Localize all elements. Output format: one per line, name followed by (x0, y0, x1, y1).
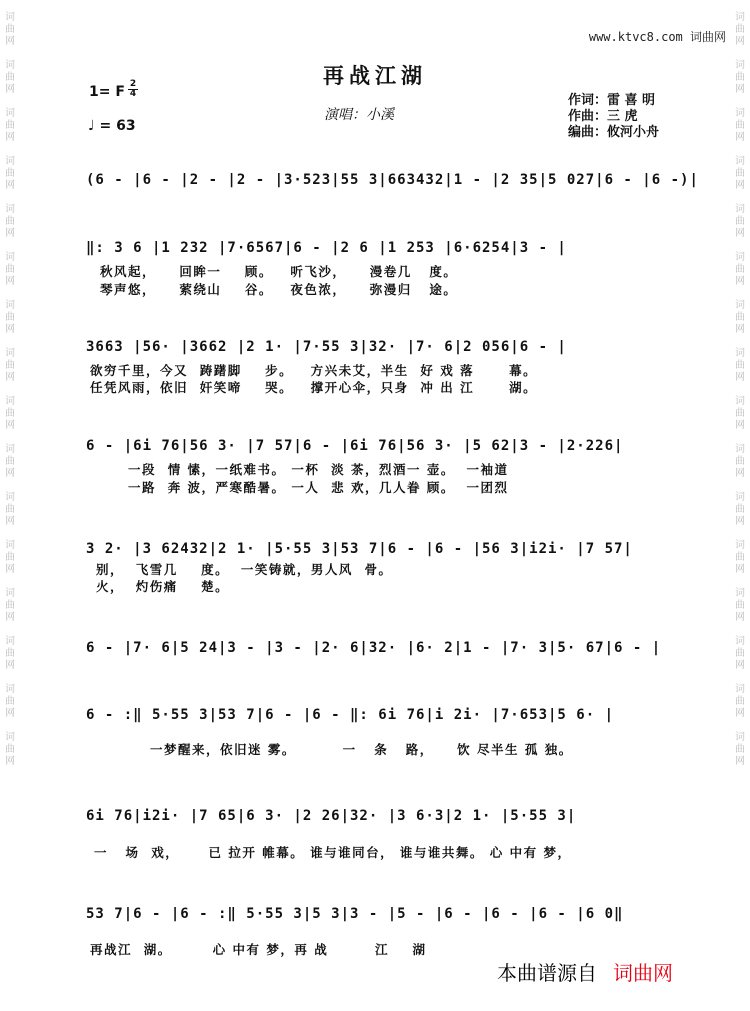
watermark-group (5, 252, 15, 288)
watermark-char: 曲 (5, 216, 15, 227)
lyrics-line-8: 一 场 戏， 已 拉开 帷幕。 谁与谁同台， 谁与谁共舞。 心 中有 梦， (94, 845, 572, 860)
watermark-char: 曲 (735, 696, 745, 707)
watermark-char: 词 (5, 204, 15, 215)
watermark-group (735, 732, 745, 768)
watermark-char: 词 (5, 252, 15, 263)
watermark-group (735, 12, 745, 48)
watermark-char: 曲 (735, 120, 745, 131)
footer-source[interactable] (497, 957, 673, 986)
watermark-char: 曲 (5, 264, 15, 275)
watermark-char: 网 (5, 420, 15, 431)
watermark-char: 词 (735, 732, 745, 743)
watermark-char: 词 (735, 636, 745, 647)
watermark-char: 曲 (5, 72, 15, 83)
watermark-char: 网 (735, 564, 745, 575)
watermark-char: 词 (735, 492, 745, 503)
watermark-char: 曲 (5, 408, 15, 419)
watermark-char: 曲 (735, 168, 745, 179)
watermark-char: 曲 (735, 408, 745, 419)
watermark-group (5, 444, 15, 480)
watermark-char: 曲 (735, 264, 745, 275)
watermark-group (735, 636, 745, 672)
watermark-char: 词 (5, 684, 15, 695)
watermark-char: 词 (735, 348, 745, 359)
watermark-char: 词 (5, 108, 15, 119)
watermark-char: 网 (5, 756, 15, 767)
watermark-group (735, 444, 745, 480)
watermark-char: 网 (5, 180, 15, 191)
watermark-group (735, 156, 745, 192)
watermark-char: 词 (735, 108, 745, 119)
watermark-char: 网 (735, 420, 745, 431)
watermark-char: 网 (735, 324, 745, 335)
watermark-char: 词 (5, 444, 15, 455)
site-url[interactable]: www.ktvc8.com 词曲网 (588, 30, 726, 44)
composer-credit: 作曲：三 虎 (568, 109, 638, 124)
watermark-char: 曲 (735, 72, 745, 83)
watermark-group (735, 396, 745, 432)
watermark-char: 词 (5, 156, 15, 167)
lyrics-line-5-verse-2: 火， 灼伤痛 楚。 (96, 579, 230, 594)
watermark-char: 词 (5, 588, 15, 599)
watermark-group (5, 492, 15, 528)
watermark-group (735, 348, 745, 384)
score-line-2: ‖: 3 6 |1 232 |7·6567|6 - |2 6 |1 253 |6·6254|3 - | (86, 240, 567, 256)
watermark-char: 词 (5, 396, 15, 407)
watermark-char: 词 (735, 156, 745, 167)
score-line-6: 6 - |7· 6|5 24|3 - |3 - |2· 6|32· |6· 2|1 - |7· 3|5· 67|6 - | (86, 640, 662, 656)
lyrics-line-2-verse-2: 琴声悠， 萦绕山 谷。 夜色浓， 弥漫归 途。 (100, 282, 458, 297)
watermark-char: 词 (735, 12, 745, 23)
watermark-group (5, 108, 15, 144)
watermark-char: 曲 (5, 552, 15, 563)
song-title: 再战江湖 (323, 64, 427, 88)
watermark-char: 词 (735, 252, 745, 263)
score-line-7: 6 - :‖ 5·55 3|53 7|6 - |6 - ‖: 6i 76|i 2i· |7·653|5 6· | (86, 707, 615, 723)
watermark-group (5, 540, 15, 576)
watermark-group (5, 12, 15, 48)
watermark-char: 曲 (735, 504, 745, 515)
watermark-char: 曲 (5, 600, 15, 611)
watermark-group (5, 204, 15, 240)
watermark-char: 曲 (735, 24, 745, 35)
lyrics-line-4-verse-1: 一段 情 愫，一纸难书。 一杯 淡 茶，烈酒一 壶。 一袖道 (128, 462, 509, 477)
watermark-char: 网 (735, 372, 745, 383)
watermark-group (735, 684, 745, 720)
watermark-char: 词 (735, 684, 745, 695)
watermark-char: 网 (735, 228, 745, 239)
watermark-group (5, 684, 15, 720)
watermark-char: 词 (735, 588, 745, 599)
watermark-group (735, 108, 745, 144)
watermark-char: 曲 (5, 648, 15, 659)
watermark-char: 网 (5, 276, 15, 287)
watermark-char: 网 (5, 36, 15, 47)
score-line-5: 3 2· |3 62432|2 1· |5·55 3|53 7|6 - |6 - |56 3|i2i· |7 57| (86, 541, 633, 557)
watermark-char: 网 (5, 84, 15, 95)
time-signature-bottom: 4 (129, 89, 137, 99)
watermark-char: 网 (735, 708, 745, 719)
arranger-credit: 编曲：攸河小舟 (568, 125, 660, 140)
lyricist-credit: 作词：雷 喜 明 (568, 93, 656, 108)
watermark-char: 词 (735, 444, 745, 455)
watermark-char: 词 (5, 348, 15, 359)
watermark-char: 曲 (5, 696, 15, 707)
watermark-char: 曲 (735, 456, 745, 467)
watermark-char: 曲 (5, 744, 15, 755)
watermark-group (5, 636, 15, 672)
watermark-char: 网 (735, 612, 745, 623)
key-signature: 1= F (89, 84, 125, 100)
lyrics-line-5-verse-1: 别， 飞雪几 度。 一笑铸就，男人风 骨。 (96, 562, 393, 577)
watermark-group (735, 252, 745, 288)
time-signature-top: 2 (129, 79, 137, 89)
watermark-char: 网 (5, 708, 15, 719)
credits (568, 93, 659, 141)
watermark-char: 曲 (5, 312, 15, 323)
watermark-group (735, 300, 745, 336)
score-line-1: (6 - |6 - |2 - |2 - |3·523|55 3|663432|1 - |2 35|5 027|6 - |6 -)| (86, 172, 699, 188)
watermark-char: 曲 (735, 600, 745, 611)
watermark-column-right (732, 0, 748, 1011)
watermark-char: 网 (5, 324, 15, 335)
watermark-group (735, 540, 745, 576)
singer-line: 演唱：小溪 (324, 107, 394, 123)
watermark-char: 词 (5, 732, 15, 743)
watermark-char: 网 (5, 516, 15, 527)
watermark-char: 词 (735, 60, 745, 71)
watermark-char: 网 (5, 372, 15, 383)
watermark-char: 词 (5, 300, 15, 311)
watermark-char: 曲 (5, 504, 15, 515)
watermark-char: 曲 (735, 216, 745, 227)
watermark-char: 网 (735, 468, 745, 479)
score-line-8: 6i 76|i2i· |7 65|6 3· |2 26|32· |3 6·3|2 1· |5·55 3| (86, 808, 577, 824)
lyrics-line-4-verse-2: 一路 奔 波，严寒酷暑。 一人 悲 欢，几人眷 顾。 一团烈 (128, 480, 509, 495)
watermark-char: 网 (5, 660, 15, 671)
watermark-char: 网 (735, 516, 745, 527)
footer-brand: 词曲网 (613, 961, 673, 985)
watermark-char: 曲 (5, 120, 15, 131)
watermark-char: 词 (735, 204, 745, 215)
watermark-char: 网 (735, 756, 745, 767)
watermark-group (5, 588, 15, 624)
watermark-group (5, 732, 15, 768)
watermark-group (5, 348, 15, 384)
tempo-marking: ♩ = 63 (88, 118, 136, 134)
watermark-char: 词 (5, 60, 15, 71)
watermark-char: 网 (5, 564, 15, 575)
watermark-char: 网 (735, 660, 745, 671)
watermark-char: 网 (735, 276, 745, 287)
watermark-char: 网 (735, 84, 745, 95)
watermark-group (5, 156, 15, 192)
watermark-char: 网 (5, 228, 15, 239)
watermark-column-left (2, 0, 18, 1011)
watermark-char: 网 (735, 132, 745, 143)
watermark-char: 网 (5, 132, 15, 143)
watermark-char: 词 (5, 540, 15, 551)
watermark-char: 网 (735, 180, 745, 191)
footer-source-text: 本曲谱源自 (497, 961, 597, 985)
lyrics-line-2-verse-1: 秋风起， 回眸一 顾。 听飞沙， 漫卷几 度。 (100, 264, 458, 279)
watermark-char: 词 (5, 492, 15, 503)
lyrics-line-7: 一梦醒来，依旧迷 雾。 一 条 路， 饮 尽半生 孤 独。 (150, 742, 573, 757)
lyrics-line-3-verse-1: 欲穷千里，今又 踌躇脚 步。 方兴未艾，半生 好 戏 落 幕。 (90, 363, 538, 378)
watermark-group (735, 204, 745, 240)
watermark-char: 词 (5, 12, 15, 23)
watermark-group (5, 396, 15, 432)
lyrics-line-3-verse-2: 任凭风雨，依旧 奸笑啼 哭。 撑开心伞，只身 冲 出 江 湖。 (90, 380, 538, 395)
watermark-char: 词 (735, 540, 745, 551)
watermark-char: 词 (735, 396, 745, 407)
score-line-9: 53 7|6 - |6 - :‖ 5·55 3|5 3|3 - |5 - |6 - |6 - |6 - |6 0‖ (86, 906, 624, 922)
watermark-char: 网 (5, 612, 15, 623)
watermark-char: 曲 (735, 312, 745, 323)
watermark-group (735, 492, 745, 528)
score-line-4: 6 - |6i 76|56 3· |7 57|6 - |6i 76|56 3· |5 62|3 - |2·226| (86, 438, 624, 454)
watermark-char: 词 (5, 636, 15, 647)
score-line-3: 3663 |56· |3662 |2 1· |7·55 3|32· |7· 6|2 056|6 - | (86, 339, 567, 355)
watermark-char: 曲 (735, 552, 745, 563)
watermark-char: 曲 (735, 360, 745, 371)
watermark-char: 词 (735, 300, 745, 311)
watermark-group (5, 300, 15, 336)
time-signature (128, 80, 138, 99)
lyrics-line-9: 再战江 湖。 心 中有 梦，再 战 江 湖 (90, 942, 427, 957)
watermark-group (735, 588, 745, 624)
watermark-char: 网 (735, 36, 745, 47)
watermark-char: 曲 (735, 744, 745, 755)
watermark-char: 曲 (5, 24, 15, 35)
watermark-char: 网 (5, 468, 15, 479)
watermark-char: 曲 (5, 456, 15, 467)
watermark-char: 曲 (5, 360, 15, 371)
watermark-char: 曲 (5, 168, 15, 179)
watermark-char: 曲 (735, 648, 745, 659)
